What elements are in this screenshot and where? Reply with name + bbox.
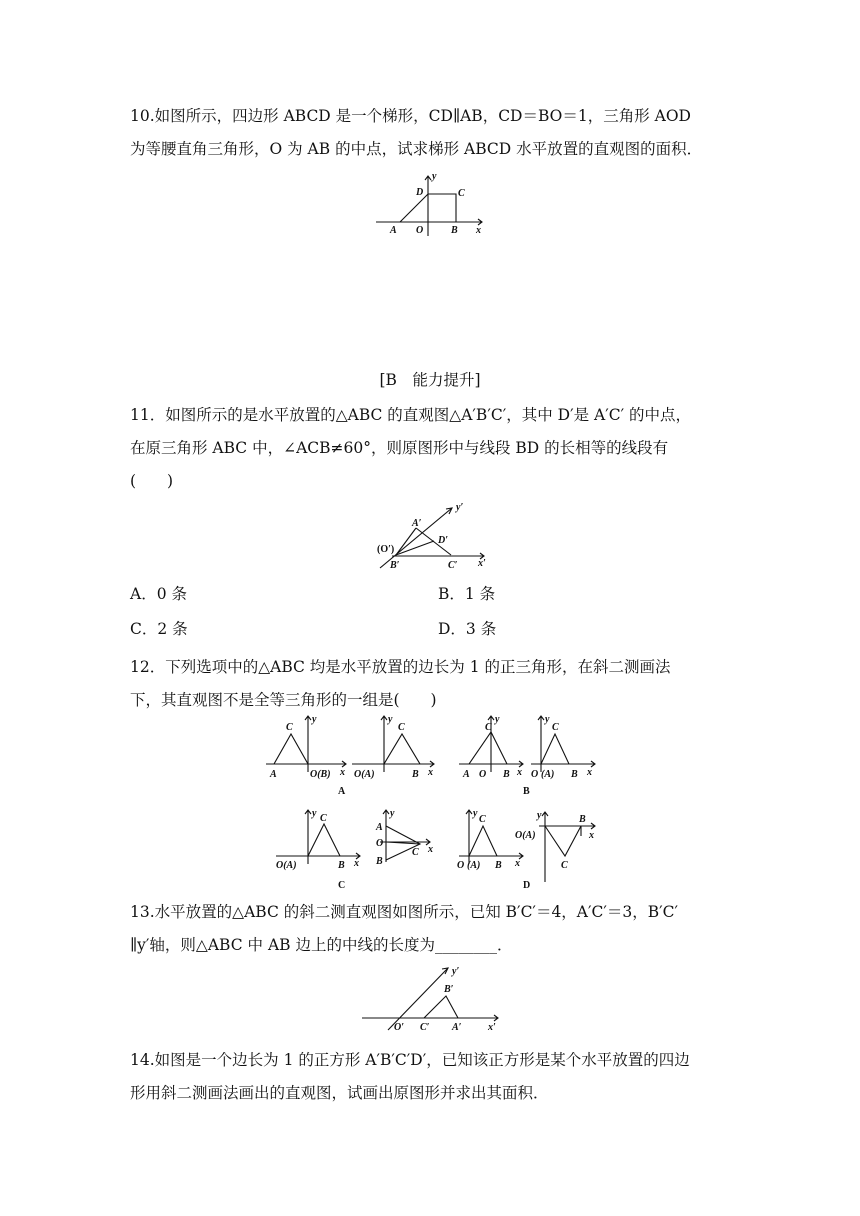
q12d2-label-x: x — [589, 830, 594, 841]
q12a2-label-OA: O(A) — [354, 769, 375, 780]
q12b2-label-B: B — [571, 769, 578, 780]
q12-figure-a — [262, 712, 442, 798]
question-11 — [130, 399, 730, 498]
q12b1-label-x: x — [517, 767, 522, 778]
q12c2-label-y: y — [390, 808, 395, 819]
q11-triangle-figure — [372, 498, 492, 574]
q12b2-label-O: O — [531, 769, 539, 780]
q14-line2: 形用斜二测画法画出的直观图，试画出原图形并求出其面积． — [130, 1084, 549, 1102]
section-heading: [B 能力提升] — [379, 371, 481, 389]
q12b1-label-C: C — [485, 722, 492, 733]
q10-trapezoid-figure — [372, 170, 492, 240]
q12c2-label-A: A — [376, 822, 383, 833]
q11-label-x: x′ — [478, 558, 486, 569]
q12d2-label-B: B — [579, 814, 586, 825]
q12a1-label-x: x — [340, 767, 345, 778]
q12a2-label-y: y — [388, 714, 393, 725]
q12-figure-d — [455, 806, 605, 892]
q10-label-x: x — [476, 225, 481, 236]
q12-caption-a: A — [338, 786, 346, 797]
q12b2-label-A: (A) — [541, 769, 555, 780]
q14-line1: 14.如图是一个边长为 1 的正方形 A′B′C′D′，已知该正方形是某个水平放置的四边 — [130, 1051, 690, 1069]
q13-label-A: A′ — [452, 1022, 462, 1033]
q12c2-label-B: B — [376, 856, 383, 867]
q12d2-label-OA: O(A) — [515, 830, 536, 841]
q13-label-C: C′ — [420, 1022, 430, 1033]
q11-label-A: A′ — [412, 518, 422, 529]
q11-line3: ( ) — [130, 472, 174, 490]
q12b2-label-C: C — [552, 722, 559, 733]
q12d1-label-y: y — [473, 808, 478, 819]
q12-line1: 12．下列选项中的△ABC 均是水平放置的边长为 1 的正三角形，在斜二测画法 — [130, 658, 671, 676]
q12d2-label-C: C — [561, 860, 568, 871]
q11-label-y: y′ — [456, 502, 464, 513]
q10-label-A: A — [390, 225, 397, 236]
q11-label-C: C′ — [448, 560, 458, 571]
q12c1-label-OA: O(A) — [276, 860, 297, 871]
question-14 — [130, 1044, 730, 1110]
q12-caption-b: B — [523, 786, 530, 797]
q12a1-label-A: A — [270, 769, 277, 780]
q12b1-label-y: y — [495, 714, 500, 725]
q12d1-label-C: C — [479, 814, 486, 825]
question-13 — [130, 896, 730, 962]
q12b1-label-B: B — [503, 769, 510, 780]
q10-line1: 10.如图所示，四边形 ABCD 是一个梯形，CD∥AB，CD＝BO＝1，三角形 AOD — [130, 107, 691, 125]
q10-label-O: O — [416, 225, 424, 236]
q13-label-y: y′ — [452, 966, 460, 977]
q11-label-O: (O′) — [377, 544, 395, 555]
q11-line1: 11．如图所示的是水平放置的△ABC 的直观图△A′B′C′，其中 D′是 A′C′ 的中点， — [130, 406, 692, 424]
q12d2-label-y: y — [537, 810, 542, 821]
q10-label-C: C — [458, 188, 465, 199]
q11-label-D: D′ — [438, 535, 449, 546]
q12d1-label-x: x — [515, 858, 520, 869]
q12c1-label-B: B — [338, 860, 345, 871]
q12c1-label-y: y — [312, 808, 317, 819]
q12d1-label-A: (A) — [467, 860, 481, 871]
q12-figure-b — [455, 712, 605, 798]
question-10 — [130, 100, 730, 166]
q12b2-label-y: y — [545, 714, 550, 725]
q12b2-label-x: x — [587, 767, 592, 778]
q13-line2: ∥y′轴，则△ABC 中 AB 边上的中线的长度为________． — [130, 936, 513, 954]
q12-caption-d: D — [523, 880, 531, 891]
q10-label-y: y — [432, 171, 437, 182]
q12-figure-c — [262, 806, 442, 892]
q11-option-b: B．1 条 — [438, 585, 496, 603]
q12c1-label-C: C — [320, 813, 327, 824]
q12-line2: 下，其直观图不是全等三角形的一组是( ) — [130, 691, 437, 709]
q12-caption-c: C — [338, 880, 346, 891]
q12a2-label-B: B — [412, 769, 419, 780]
q10-label-B: B — [451, 225, 458, 236]
q12b1-label-O: O — [479, 769, 487, 780]
q11-label-B: B′ — [390, 560, 400, 571]
q13-triangle-figure — [358, 962, 508, 1034]
q11-option-a: A．0 条 — [130, 585, 187, 603]
q12d1-label-B: B — [495, 860, 502, 871]
q12c2-label-O: O — [376, 838, 384, 849]
q12a2-label-x: x — [428, 767, 433, 778]
q12a1-label-OB: O(B) — [310, 769, 331, 780]
q10-label-D: D — [416, 187, 424, 198]
q12c1-label-x: x — [354, 858, 359, 869]
q10-line2: 为等腰直角三角形，O 为 AB 的中点，试求梯形 ABCD 水平放置的直观图的面积． — [130, 140, 703, 158]
q12c2-label-x: x — [428, 844, 433, 855]
q11-line2: 在原三角形 ABC 中，∠ACB≠60°，则原图形中与线段 BD 的长相等的线段有 — [130, 439, 669, 457]
q12a1-label-C: C — [286, 722, 293, 733]
q11-option-d: D．3 条 — [438, 620, 497, 638]
q11-option-c: C．2 条 — [130, 620, 188, 638]
q13-line1: 13.水平放置的△ABC 的斜二测直观图如图所示，已知 B′C′＝4，A′C′＝3，B′C′ — [130, 903, 679, 921]
question-12 — [130, 651, 730, 717]
q12d1-label-O: O — [457, 860, 465, 871]
q13-label-x: x′ — [488, 1022, 496, 1033]
q12c2-label-C: C — [412, 847, 419, 858]
q12a1-label-y: y — [312, 714, 317, 725]
q12a2-label-C: C — [398, 722, 405, 733]
q13-label-O: O′ — [394, 1022, 405, 1033]
q12b1-label-A: A — [463, 769, 470, 780]
q13-label-B: B′ — [444, 984, 454, 995]
